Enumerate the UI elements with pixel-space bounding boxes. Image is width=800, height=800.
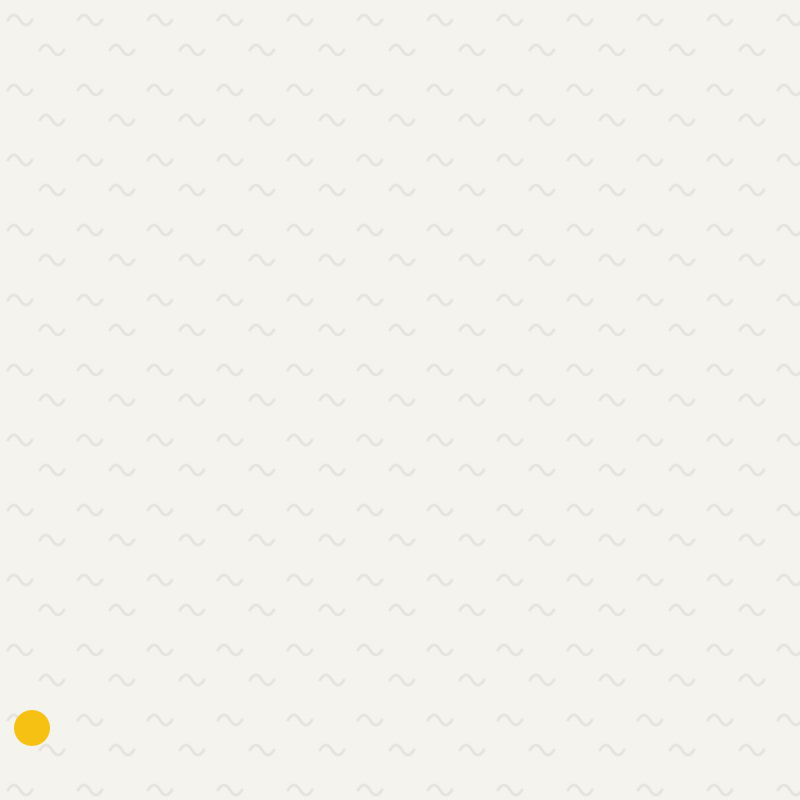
page-number-badge xyxy=(14,710,50,746)
top-dots-row xyxy=(592,20,782,50)
decor-dots xyxy=(52,55,142,75)
